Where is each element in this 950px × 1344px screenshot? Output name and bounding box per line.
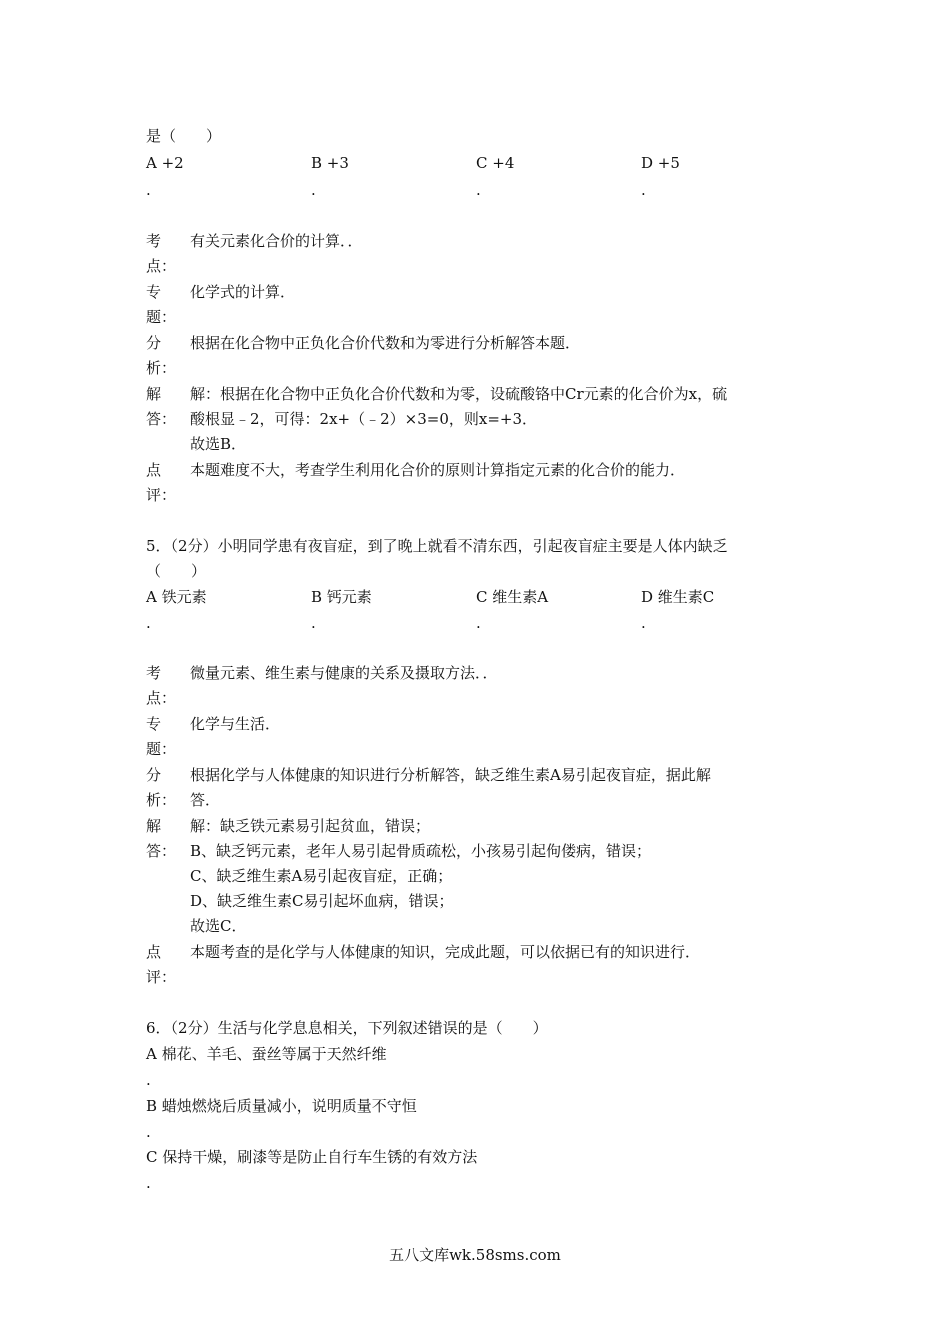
page-footer: 五八文库wk.58sms.com: [389, 1246, 561, 1264]
q4-option-a: A +2: [146, 154, 184, 172]
q4-pingjia-label-1: 点: [146, 461, 162, 479]
q4-kaodian-label-2: 点：: [146, 257, 177, 275]
q4-fenxi-text: 根据在化合物中正负化合价代数和为零进行分析解答本题．: [190, 334, 581, 352]
q4-kaodian-text: 有关元素化合价的计算．．: [190, 232, 363, 250]
q5-zhuanti-text: 化学与生活．: [190, 715, 281, 733]
q4-fenxi-label-2: 析：: [146, 359, 177, 377]
q6-stem: 6．（2分）生活与化学息息相关，下列叙述错误的是（ ）: [146, 1019, 548, 1037]
q5-pingjia-label-2: 评：: [146, 968, 177, 986]
q4-fenxi-label-1: 分: [146, 334, 162, 352]
q4-zhuanti-label-1: 专: [146, 283, 162, 301]
q4-option-b-dot: .: [311, 181, 316, 199]
q4-option-d-dot: .: [641, 181, 646, 199]
q5-stem-line-1: 5．（2分）小明同学患有夜盲症，到了晚上就看不清东西，引起夜盲症主要是人体内缺乏: [146, 537, 728, 555]
q4-option-c: C +4: [476, 154, 515, 172]
q5-option-c-dot: .: [476, 614, 481, 632]
q4-pingjia-label-2: 评：: [146, 486, 177, 504]
q5-option-b-dot: .: [311, 614, 316, 632]
q5-fenxi-label-1: 分: [146, 766, 162, 784]
q5-jieda-line-4: D、缺乏维生素C易引起坏血病，错误；: [190, 892, 454, 910]
q4-option-d: D +5: [641, 154, 680, 172]
q5-jieda-line-3: C、缺乏维生素A易引起夜盲症，正确；: [190, 867, 453, 885]
q4-jieda-label-1: 解: [146, 385, 162, 403]
q5-kaodian-label-2: 点：: [146, 689, 177, 707]
q4-kaodian-label-1: 考: [146, 232, 162, 250]
q5-option-b: B 钙元素: [311, 588, 372, 606]
q5-jieda-label-2: 答：: [146, 842, 177, 860]
q4-zhuanti-label-2: 题：: [146, 308, 177, 326]
q5-kaodian-label-1: 考: [146, 664, 162, 682]
q6-option-a-dot: .: [146, 1071, 151, 1089]
q6-option-a: A 棉花、羊毛、蚕丝等属于天然纤维: [146, 1045, 387, 1063]
q6-option-b-dot: .: [146, 1123, 151, 1141]
q4-option-c-dot: .: [476, 181, 481, 199]
q6-option-b: B 蜡烛燃烧后质量减小，说明质量不守恒: [146, 1097, 417, 1115]
q5-fenxi-label-2: 析：: [146, 791, 177, 809]
q5-fenxi-line-1: 根据化学与人体健康的知识进行分析解答，缺乏维生素A易引起夜盲症，据此解: [190, 766, 711, 784]
q5-jieda-line-1: 解：缺乏铁元素易引起贫血，错误；: [190, 817, 431, 835]
q4-stem-tail: 是（ ）: [146, 127, 222, 145]
q5-option-a-dot: .: [146, 614, 151, 632]
q5-stem-line-2: （ ）: [146, 562, 207, 580]
q5-pingjia-text: 本题考查的是化学与人体健康的知识，完成此题，可以依据已有的知识进行．: [190, 943, 701, 961]
q5-jieda-line-5: 故选C．: [190, 917, 247, 935]
q5-pingjia-label-1: 点: [146, 943, 162, 961]
q4-pingjia-text: 本题难度不大，考查学生利用化合价的原则计算指定元素的化合价的能力．: [190, 461, 686, 479]
q4-jieda-line-1: 解：根据在化合物中正负化合价代数和为零，设硫酸铬中Cr元素的化合价为x，硫: [190, 385, 728, 403]
q6-option-c-dot: .: [146, 1174, 151, 1192]
q5-fenxi-line-2: 答．: [190, 791, 221, 809]
q5-kaodian-text: 微量元素、维生素与健康的关系及摄取方法．．: [190, 664, 498, 682]
q5-option-d: D 维生素C: [641, 588, 715, 606]
q5-option-a: A 铁元素: [146, 588, 207, 606]
q4-zhuanti-text: 化学式的计算．: [190, 283, 296, 301]
q5-option-d-dot: .: [641, 614, 646, 632]
q4-option-b: B +3: [311, 154, 349, 172]
q5-jieda-label-1: 解: [146, 817, 162, 835]
q5-option-c: C 维生素A: [476, 588, 549, 606]
q6-option-c: C 保持干燥，刷漆等是防止自行车生锈的有效方法: [146, 1148, 478, 1166]
q4-option-a-dot: .: [146, 181, 151, 199]
q5-zhuanti-label-1: 专: [146, 715, 162, 733]
q5-jieda-line-2: B、缺乏钙元素，老年人易引起骨质疏松，小孩易引起佝偻病，错误；: [190, 842, 652, 860]
q4-jieda-line-2: 酸根显﹣2，可得：2x+（﹣2）×3=0，则x=+3．: [190, 410, 538, 428]
q4-jieda-line-3: 故选B．: [190, 435, 247, 453]
q5-zhuanti-label-2: 题：: [146, 740, 177, 758]
q4-jieda-label-2: 答：: [146, 410, 177, 428]
